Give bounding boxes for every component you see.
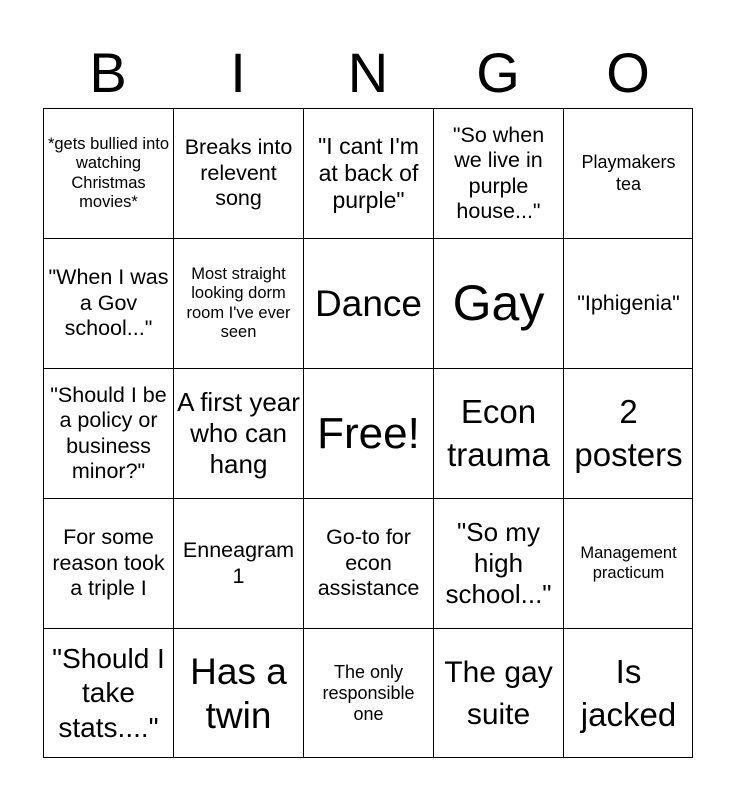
- header-letter-g: G: [476, 41, 520, 104]
- bingo-cell[interactable]: A first year who can hang: [173, 368, 303, 498]
- bingo-cell[interactable]: Management practicum: [563, 498, 693, 628]
- bingo-cell[interactable]: *gets bullied into watching Christmas movies*: [43, 108, 173, 238]
- bingo-cell[interactable]: For some reason took a triple I: [43, 498, 173, 628]
- bingo-cell[interactable]: The gay suite: [433, 628, 563, 758]
- bingo-cell[interactable]: "Should I take stats....": [43, 628, 173, 758]
- bingo-cell[interactable]: "Should I be a policy or business minor?": [43, 368, 173, 498]
- bingo-cell[interactable]: Most straight looking dorm room I've ever seen: [173, 238, 303, 368]
- bingo-cell[interactable]: Breaks into relevent song: [173, 108, 303, 238]
- bingo-cell[interactable]: "So when we live in purple house...": [433, 108, 563, 238]
- header-letter-i: I: [230, 41, 246, 104]
- bingo-cell[interactable]: "When I was a Gov school...": [43, 238, 173, 368]
- bingo-cell[interactable]: The only responsible one: [303, 628, 433, 758]
- header-letter-n: N: [347, 41, 389, 104]
- bingo-cell[interactable]: Playmakers tea: [563, 108, 693, 238]
- bingo-header: [43, 40, 693, 106]
- bingo-cell[interactable]: Econ trauma: [433, 368, 563, 498]
- bingo-cell[interactable]: 2 posters: [563, 368, 693, 498]
- bingo-card-grid: [43, 108, 693, 758]
- bingo-cell[interactable]: "So my high school...": [433, 498, 563, 628]
- header-letter-o: O: [606, 41, 650, 104]
- header-letter-b: B: [89, 41, 127, 104]
- bingo-cell[interactable]: Gay: [433, 238, 563, 368]
- bingo-cell[interactable]: "Iphigenia": [563, 238, 693, 368]
- bingo-cell[interactable]: Has a twin: [173, 628, 303, 758]
- bingo-cell[interactable]: Go-to for econ assistance: [303, 498, 433, 628]
- bingo-cell[interactable]: "I cant I'm at back of purple": [303, 108, 433, 238]
- free-space-cell[interactable]: Free!: [303, 368, 433, 498]
- bingo-cell[interactable]: Enneagram 1: [173, 498, 303, 628]
- bingo-cell[interactable]: Is jacked: [563, 628, 693, 758]
- bingo-cell[interactable]: Dance: [303, 238, 433, 368]
